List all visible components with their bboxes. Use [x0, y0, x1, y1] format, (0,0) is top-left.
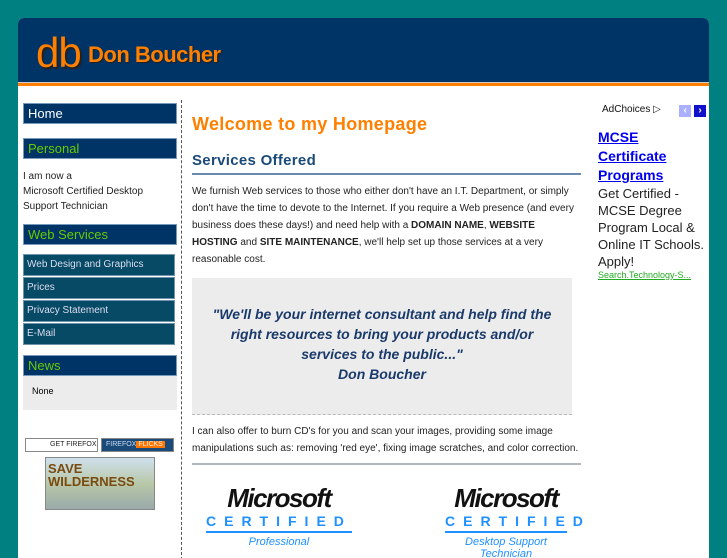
quote-box	[192, 278, 572, 415]
page-title: Welcome to my Homepage	[192, 114, 428, 134]
personal-line: Microsoft Certified Desktop	[23, 186, 144, 197]
web-services-menu	[23, 254, 177, 345]
menu-item-web-design[interactable]: Web Design and Graphics	[23, 254, 175, 276]
flicks-label: FIREFOX	[106, 441, 137, 448]
personal-line: Support Technician	[23, 201, 108, 212]
personal-line: I am now a	[23, 171, 72, 182]
prev-ad-icon[interactable]: ‹	[679, 105, 691, 117]
ad-panel	[598, 104, 706, 280]
nav-home[interactable]: Home	[23, 103, 177, 124]
personal-heading: Personal	[23, 138, 177, 159]
services-paragraph: We furnish Web services to those who either don't have an I.T. Department, or simply don't have the time to devote to the Internet. If you require a Web presence (and every business does these days!) and need help with a DOMAIN NAME, WEBSITE HOSTING and SITE MAINTENANCE, we'll help set up those services at a very reasonable cost.	[192, 186, 574, 265]
quote-text: "We'll be your internet consultant and help find the right resources to bring your products and/or services to the public..."	[212, 306, 552, 362]
site-logo[interactable]: db	[36, 29, 81, 76]
page-container	[18, 18, 709, 558]
main-content	[192, 114, 591, 558]
divider	[192, 463, 581, 465]
site-name[interactable]: Don Boucher	[88, 42, 221, 67]
menu-item-privacy[interactable]: Privacy Statement	[23, 300, 175, 322]
menu-item-prices[interactable]: Prices	[23, 277, 175, 299]
get-firefox-button[interactable]	[25, 438, 98, 452]
sidebar	[23, 103, 177, 410]
site-header	[18, 18, 709, 86]
mcdst-certified-logo: Microsoft CERTIFIED Desktop Support Technician	[445, 483, 591, 558]
mcp-certified-logo: Microsoft CERTIFIED Professional	[206, 483, 352, 548]
next-ad-icon[interactable]: ›	[694, 105, 706, 117]
ad-url-link[interactable]: Search.Technology-S...	[598, 270, 692, 280]
banner-text: WILDERNESS	[48, 474, 135, 489]
adchoices-link[interactable]: AdChoices	[602, 104, 651, 115]
get-firefox-label: GET FIREFOX	[50, 441, 97, 448]
news-heading: News	[23, 355, 177, 376]
column-divider	[181, 100, 182, 558]
save-wilderness-banner[interactable]	[45, 457, 155, 510]
flicks-label: FLICKS	[138, 441, 163, 448]
web-services-heading: Web Services	[23, 224, 177, 245]
ad-body: Get Certified - MCSE Degree Program Local & Online IT Schools. Apply!	[598, 186, 704, 269]
adchoices-icon: ▷	[653, 104, 661, 115]
quote-author: Don Boucher	[338, 366, 426, 382]
menu-item-email[interactable]: E-Mail	[23, 323, 175, 345]
section-heading: Services Offered	[192, 152, 581, 175]
certifications	[192, 483, 591, 558]
cd-paragraph: I can also offer to burn CD's for you and scan your images, providing some image manipulations such as: removing 'red eye', fixing image scratches, and color correction.	[192, 426, 579, 454]
news-text: None	[23, 376, 177, 410]
banner-text: SAVE	[48, 461, 83, 476]
ad-title-link[interactable]: MCSE Certificate Programs	[598, 129, 667, 183]
firefox-flicks-button[interactable]	[101, 438, 174, 452]
personal-text	[23, 169, 177, 214]
